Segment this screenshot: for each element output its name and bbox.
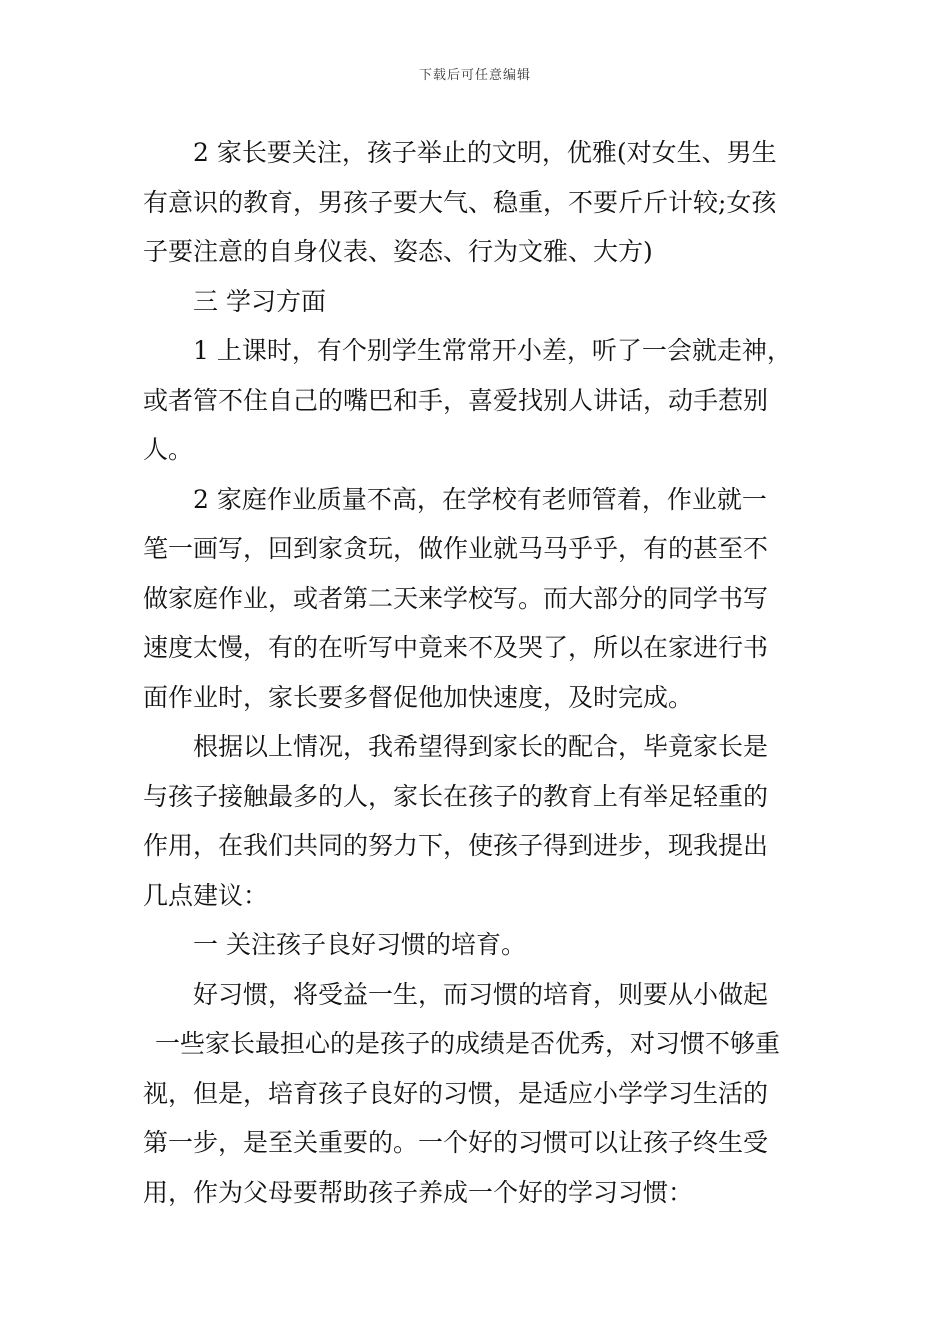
section-heading: 三 学习方面 xyxy=(193,286,326,316)
text-line: 第一步，是至关重要的。一个好的习惯可以让孩子终生受 xyxy=(143,1128,769,1157)
text-line: 1 上课时，有个别学生常常开小差，听了一会就走神， xyxy=(193,336,792,365)
document-body xyxy=(143,128,813,1217)
text-line: 视，但是，培育孩子良好的习惯，是适应小学学习生活的 xyxy=(143,1078,769,1108)
text-line: 速度太慢，有的在听写中竟来不及哭了，所以在家进行书 xyxy=(143,633,769,662)
text-line: 用，作为父母要帮助孩子养成一个好的学习习惯： xyxy=(143,1177,694,1207)
text-line: 人。 xyxy=(143,435,194,464)
section-heading: 一 关注孩子良好习惯的培育。 xyxy=(193,930,526,959)
text-line: 几点建议： xyxy=(143,880,269,910)
text-line: 作用，在我们共同的努力下，使孩子得到进步，现我提出 xyxy=(143,831,769,860)
page-header: 下载后可任意编辑 xyxy=(418,68,531,83)
text-line: 面作业时，家长要多督促他加快速度，及时完成。 xyxy=(143,682,694,712)
text-line: 2 家长要关注，孩子举止的文明，优雅(对女生、男生 xyxy=(193,138,777,167)
text-line: 或者管不住自己的嘴巴和手，喜爱找别人讲话，动手惹别 xyxy=(143,385,769,415)
text-line: 笔一画写，回到家贪玩，做作业就马马乎乎，有的甚至不 xyxy=(143,534,769,563)
text-line: 有意识的教育，男孩子要大气、稳重，不要斤斤计较;女孩 xyxy=(143,187,777,217)
text-line: 做家庭作业，或者第二天来学校写。而大部分的同学书写 xyxy=(143,583,769,613)
text-line: 子要注意的自身仪表、姿态、行为文雅、大方) xyxy=(143,237,653,266)
text-line: 与孩子接触最多的人，家长在孩子的教育上有举足轻重的 xyxy=(143,781,769,811)
text-line: 2 家庭作业质量不高，在学校有老师管着，作业就一 xyxy=(193,484,767,514)
text-line: 根据以上情况，我希望得到家长的配合，毕竟家长是 xyxy=(193,732,769,761)
text-line: 好习惯，将受益一生，而习惯的培育，则要从小做起 xyxy=(193,979,769,1009)
text-line: 一些家长最担心的是孩子的成绩是否优秀，对习惯不够重 xyxy=(155,1029,781,1058)
